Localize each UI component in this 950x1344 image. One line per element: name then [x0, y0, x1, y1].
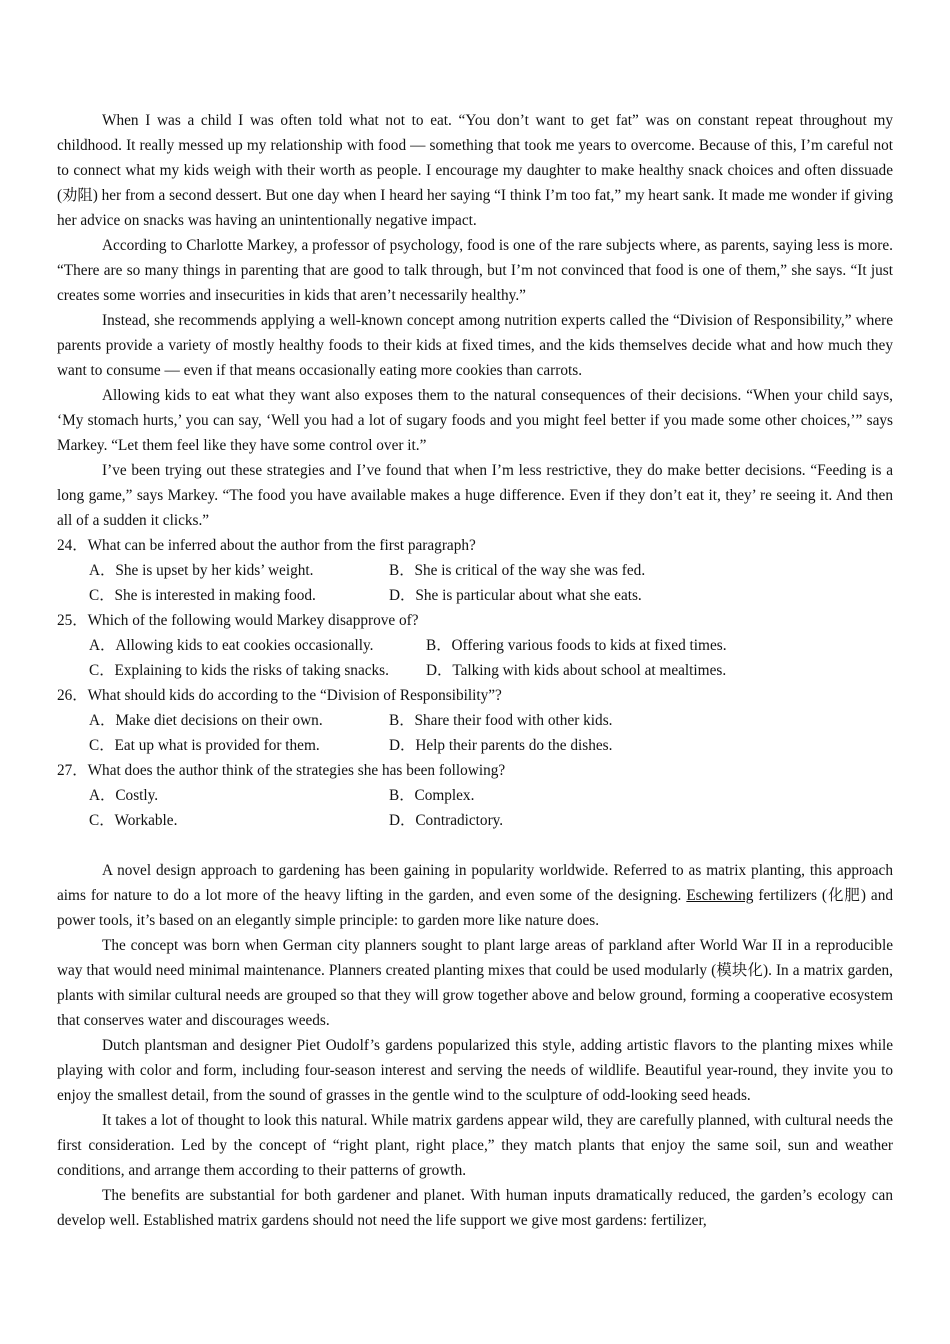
passage2-paragraph-4: It takes a lot of thought to look this natural. While matrix gardens appear wild, they are carefully planned, with cultural needs the first consideration. Led by the concept of “right plant, right place,” they match plants that enjoy the same soil, sun and weather conditions, and arrange them according to their patterns of growth. [57, 1112, 893, 1179]
question-text: What does the author think of the strategies she has been following? [87, 762, 506, 779]
option-a: A．Make diet decisions on their own. [89, 712, 323, 729]
passage2-p1-after: fertilizers (化肥) and power tools, it’s based on an elegantly simple principle: to garden more like nature does. [57, 887, 893, 929]
passage2-paragraph-2: The concept was born when German city planners sought to plant large areas of parkland after World War II in a reproducible way that would need minimal maintenance. Planners created planting mixes that could be used modularly (模块化). In a matrix garden, plants with similar cultural needs are grouped so that they will grow together above and below ground, forming a cooperative ecosystem that conserves water and discourages weeds. [57, 937, 893, 1029]
question-24-options-row-2 [57, 583, 893, 608]
question-27 [57, 758, 893, 783]
question-number: 24． [57, 537, 88, 554]
option-b: B．Share their food with other kids. [389, 712, 613, 729]
question-27-options-row-2 [57, 808, 893, 833]
question-25-options-row-1 [57, 633, 893, 658]
option-a: A．Allowing kids to eat cookies occasionally. [89, 637, 374, 654]
question-25 [57, 608, 893, 633]
question-number: 26． [57, 687, 88, 704]
section-gap [57, 833, 893, 858]
question-block [57, 533, 893, 833]
passage1-paragraph-1: When I was a child I was often told what not to eat. “You don’t want to get fat” was on constant repeat throughout my childhood. It really messed up my relationship with food — something that took me years to overcome. Because of this, I’m careful not to connect what my kids weigh with their worth as people. I encourage my daughter to make healthy snack choices and often dissuade (劝阻) her from a second dessert. But one day when I heard her saying “I think I’m too fat,” my heart sank. It made me wonder if giving her advice on snacks was having an unintentionally negative impact. [57, 112, 893, 229]
option-c: C．Workable. [89, 812, 178, 829]
option-b: B．Complex. [389, 787, 475, 804]
option-c: C．She is interested in making food. [89, 587, 316, 604]
question-24 [57, 533, 893, 558]
passage1-paragraph-4: Allowing kids to eat what they want also exposes them to the natural consequences of their decisions. “When your child says, ‘My stomach hurts,’ you can say, ‘Well you had a lot of sugary foods and you might feel better if you made some other choices,’” says Markey. “Let them feel like they have some control over it.” [57, 387, 893, 454]
question-text: What should kids do according to the “Division of Responsibility”? [87, 687, 502, 704]
question-text: What can be inferred about the author from the first paragraph? [87, 537, 476, 554]
question-number: 25． [57, 612, 88, 629]
exam-page [57, 108, 893, 1233]
question-25-options-row-2 [57, 658, 893, 683]
passage2-p1-before: A novel design approach to gardening has been gaining in popularity worldwide. Referred to as matrix planting, this approach aims for nature to do a lot more of the heavy lifting in the garden, and even some of the designing. [57, 862, 893, 904]
option-d: D．Help their parents do the dishes. [389, 737, 613, 754]
question-text: Which of the following would Markey disapprove of? [87, 612, 419, 629]
question-27-options-row-1 [57, 783, 893, 808]
option-d: D．Talking with kids about school at mealtimes. [426, 662, 727, 679]
option-c: C．Explaining to kids the risks of taking snacks. [89, 662, 389, 679]
option-b: B．Offering various foods to kids at fixed times. [426, 637, 727, 654]
question-26 [57, 683, 893, 708]
passage1-paragraph-3: Instead, she recommends applying a well-known concept among nutrition experts called the “Division of Responsibility,” where parents provide a variety of mostly healthy foods to their kids at fixed times, and the kids themselves decide what and how much they want to consume — even if that means occasionally eating more cookies than carrots. [57, 312, 893, 379]
question-number: 27． [57, 762, 88, 779]
passage2-paragraph-1 [57, 858, 893, 933]
option-a: A．She is upset by her kids’ weight. [89, 562, 314, 579]
passage-1 [57, 108, 893, 533]
passage1-paragraph-2: According to Charlotte Markey, a professor of psychology, food is one of the rare subjects where, as parents, saying less is more. “There are so many things in parenting that are good to talk through, but I’m not convinced that food is one of them,” she says. “It just creates some worries and insecurities in kids that aren’t necessarily healthy.” [57, 237, 893, 304]
option-c: C．Eat up what is provided for them. [89, 737, 320, 754]
passage1-paragraph-5: I’ve been trying out these strategies and I’ve found that when I’m less restrictive, they do make better decisions. “Feeding is a long game,” says Markey. “The food you have available makes a huge difference. Even if they don’t eat it, they’ re seeing it. And then all of a sudden it clicks.” [57, 462, 893, 529]
option-d: D．She is particular about what she eats. [389, 587, 642, 604]
option-d: D．Contradictory. [389, 812, 504, 829]
underlined-word: Eschewing [686, 887, 754, 904]
question-26-options-row-1 [57, 708, 893, 733]
option-a: A．Costly. [89, 787, 159, 804]
passage2-paragraph-3: Dutch plantsman and designer Piet Oudolf’s gardens popularized this style, adding artistic flavors to the planting mixes while playing with color and form, including four-season interest and serving the needs of wildlife. Beautiful year-round, they invite you to enjoy the smallest detail, from the sound of grasses in the gentle wind to the sculpture of odd-looking seed heads. [57, 1037, 893, 1104]
passage-2 [57, 858, 893, 1233]
option-b: B．She is critical of the way she was fed. [389, 562, 646, 579]
passage2-paragraph-5: The benefits are substantial for both gardener and planet. With human inputs dramatically reduced, the garden’s ecology can develop well. Established matrix gardens should not need the life support we give most gardens: fertilizer, [57, 1187, 893, 1229]
question-26-options-row-2 [57, 733, 893, 758]
question-24-options-row-1 [57, 558, 893, 583]
